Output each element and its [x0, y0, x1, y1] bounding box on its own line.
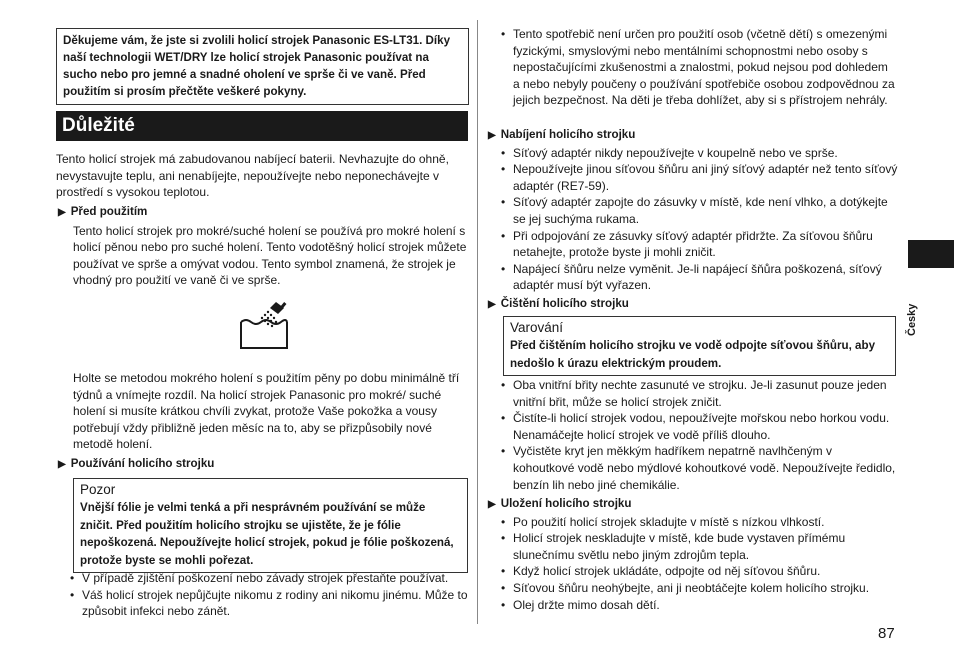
using-bullet-list	[70, 570, 468, 620]
list-item-text: Síťovou šňůru neohýbejte, ani ji neobtáčejte kolem holicího strojku.	[513, 580, 870, 595]
list-item	[501, 580, 900, 597]
triangle-icon: ▶	[488, 299, 496, 310]
bullet-icon: •	[501, 564, 506, 579]
bullet-icon: •	[501, 162, 506, 177]
heading-text: Důležité	[62, 115, 135, 136]
list-item-text: Vyčistěte kryt jen měkkým hadříkem nepatrně navlhčeným v kohoutkové vodě nebo mýdlové kohoutkové vodě. Nepoužívejte ředidlo, benzín lih nebo jiné chemikálie.	[513, 444, 896, 492]
before-use-paragraph2	[73, 370, 468, 453]
list-item-text: Když holicí strojek ukládáte, odpojte od něj síťovou šňůru.	[513, 564, 821, 579]
bullet-icon: •	[501, 378, 506, 392]
list-item	[501, 261, 900, 294]
list-item-text: Tento spotřebič není určen pro použití osob (včetně dětí) s omezenými fyzickými, smyslovými nebo mentálními schopnostmi nebo osoby s nepostačujícími zkušenostmi a znalostmi, pokud nejsou pod dohledem a nebo nebyly poučeny o používání spotřebiče osobou zodpovědnou za jejich bezpečnost. Na děti je třeba dohlížet, aby si s přístrojem nehrály.	[513, 27, 895, 108]
warning-box	[503, 316, 896, 376]
storage-section	[488, 496, 900, 613]
caution-text: Vnější fólie je velmi tenká a při nesprávném používání se může zničit. Před použitím holicího strojku se ujistěte, že je fólie nepoškozená. Nepoužívejte holicí strojek, pokud je fólie poškozená, protože byste se mohli pořezat.	[80, 501, 454, 567]
list-item	[501, 563, 900, 580]
list-item-text: Čistíte-li holicí strojek vodou, nepoužívejte mořskou nebo horkou vodu. Nenamáčejte holicí strojek ve vodě příliš dlouho.	[513, 411, 890, 442]
list-item-text: Síťový adaptér zapojte do zásuvky v místě, kde není vlhko, a dotýkejte se jej suchýma rukama.	[513, 195, 888, 226]
list-item-text: Nepoužívejte jinou síťovou šňůru ani jiný síťový adaptér než tento síťový adaptér (RE7-59).	[513, 162, 898, 193]
shower-bath-icon	[238, 300, 290, 352]
cleaning-bullets	[501, 377, 896, 493]
list-item	[501, 377, 896, 410]
list-item-text: Při odpojování ze zásuvky síťový adaptér přidržte. Za síťovou šňůru netahejte, protože byste ji mohli zničit.	[513, 228, 873, 260]
cleaning-title	[488, 296, 900, 314]
bullet-icon: •	[501, 514, 506, 529]
list-item-text: Olej držte mimo dosah dětí.	[513, 597, 660, 612]
bullet-icon: •	[70, 587, 75, 602]
battery-text: Tento holicí strojek má zabudovanou nabíjecí baterii. Nevhazujte do ohně, nevystavujte teplu, ani nenabíjejte, nepoužívejte nebo neponechávejte v prostředí s vysokou teplotou.	[56, 152, 449, 200]
triangle-icon: ▶	[58, 207, 66, 218]
bullet-icon: •	[501, 531, 506, 546]
list-item	[501, 228, 900, 261]
list-item-text: Oba vnitřní břity nechte zasunuté ve strojku. Je-li zasunut pouze jeden vnitřní břit, může se holicí strojek zničit.	[513, 378, 887, 409]
list-item	[501, 597, 900, 614]
persons-bullet-list	[501, 26, 896, 109]
list-item-text: Napájecí šňůru nelze vyměnit. Je-li napájecí šňůra poškozená, síťový adaptér musí být vyřazen.	[513, 261, 882, 293]
before-use-text1: Tento holicí strojek pro mokré/suché holení se používá pro mokré holení s holicí pěnou nebo pro suché holení. Tento vodotěšný holicí strojek můžete používat ve sprše a omývat vodou. Tento symbol znamená, že strojek je vhodný pro použití ve vaně či ve sprše.	[73, 223, 467, 288]
before-use-text2: Holte se metodou mokrého holení s použitím pěny po dobu minimálně tří týdnů a vnímejte rozdíl. Na holicí strojek Panasonic pro mokré/ suché holení si musíte krátkou chvíli zvykat, protože Vaše pokožka a vousy potřebují vždy přibližně jeden měsíc na to, aby se přizpůsobily nové metodě holení.	[73, 371, 460, 452]
charging-bullet-list	[501, 145, 900, 294]
language-label: Česky	[906, 303, 918, 336]
caution-title: Pozor	[80, 482, 116, 497]
triangle-icon: ▶	[58, 459, 66, 470]
list-item	[501, 443, 896, 493]
using-title	[58, 456, 468, 474]
column-divider	[477, 20, 478, 624]
bullet-icon: •	[501, 411, 506, 426]
language-tab	[908, 240, 954, 268]
using-bullets	[70, 570, 468, 620]
list-item-text: Váš holicí strojek nepůjčujte nikomu z rodiny ani nikomu jinému. Může to způsobit infekci nebo zánět.	[82, 587, 468, 619]
charging-title-text: Nabíjení holicího strojku	[500, 128, 636, 141]
bullet-icon: •	[501, 580, 506, 595]
charging-section	[488, 127, 900, 294]
warning-text: Před čištěním holicího strojku ve vodě odpojte síťovou šňůru, aby nedošlo k úrazu elektrickým proudem.	[510, 339, 876, 370]
list-item	[501, 145, 900, 162]
section-heading	[56, 111, 468, 141]
list-item	[501, 26, 896, 109]
list-item-text: Holicí strojek neskladujte v místě, kde bude vystaven přímému slunečnímu světlu nebo jiným zdrojům tepla.	[513, 531, 846, 562]
cleaning-title-text: Čištění holicího strojku	[500, 297, 629, 310]
bullet-icon: •	[70, 571, 75, 585]
page-number: 87	[878, 625, 895, 642]
cleaning-section	[488, 296, 900, 314]
list-item-text: V případě zjištění poškození nebo závady strojek přestaňte používat.	[82, 571, 449, 585]
cleaning-bullet-list	[501, 377, 896, 493]
intro-text: Děkujeme vám, že jste si zvolili holicí strojek Panasonic ES-LT31. Díky naší technologii WET/DRY lze holicí strojek Panasonic používat na sucho nebo pro jemné a snadné oholení ve sprše či ve vaně. Před použitím si prosím přečtěte veškeré pokyny.	[63, 34, 451, 98]
list-item	[501, 514, 900, 531]
bullet-icon: •	[501, 145, 506, 160]
using-title-text: Používání holicího strojku	[70, 457, 215, 470]
before-use-title	[58, 204, 468, 222]
storage-title-text: Uložení holicího strojku	[500, 497, 632, 510]
list-item	[501, 410, 896, 443]
list-item	[501, 530, 900, 563]
bullet-icon: •	[501, 444, 506, 459]
bullet-icon: •	[501, 597, 506, 612]
bullet-icon: •	[501, 261, 506, 276]
caution-box	[73, 478, 468, 573]
bullet-icon: •	[501, 228, 506, 243]
triangle-icon: ▶	[488, 499, 496, 510]
list-item-text: Síťový adaptér nikdy nepoužívejte v koupelně nebo ve sprše.	[513, 145, 838, 160]
storage-bullet-list	[501, 514, 900, 614]
list-item	[70, 570, 468, 587]
intro-box	[56, 28, 469, 105]
storage-title	[488, 496, 900, 514]
warning-title: Varování	[510, 320, 564, 335]
before-use-title-text: Před použitím	[70, 205, 148, 218]
charging-title	[488, 127, 900, 145]
list-item	[70, 587, 468, 620]
using-section	[58, 456, 468, 474]
triangle-icon: ▶	[488, 130, 496, 141]
list-item-text: Po použití holicí strojek skladujte v místě s nízkou vlhkostí.	[513, 514, 825, 529]
battery-paragraph	[56, 151, 468, 201]
persons-section	[501, 26, 896, 109]
list-item	[501, 194, 900, 227]
bullet-icon: •	[501, 27, 506, 41]
before-use-section	[58, 204, 468, 289]
list-item	[501, 161, 900, 194]
bullet-icon: •	[501, 195, 506, 210]
